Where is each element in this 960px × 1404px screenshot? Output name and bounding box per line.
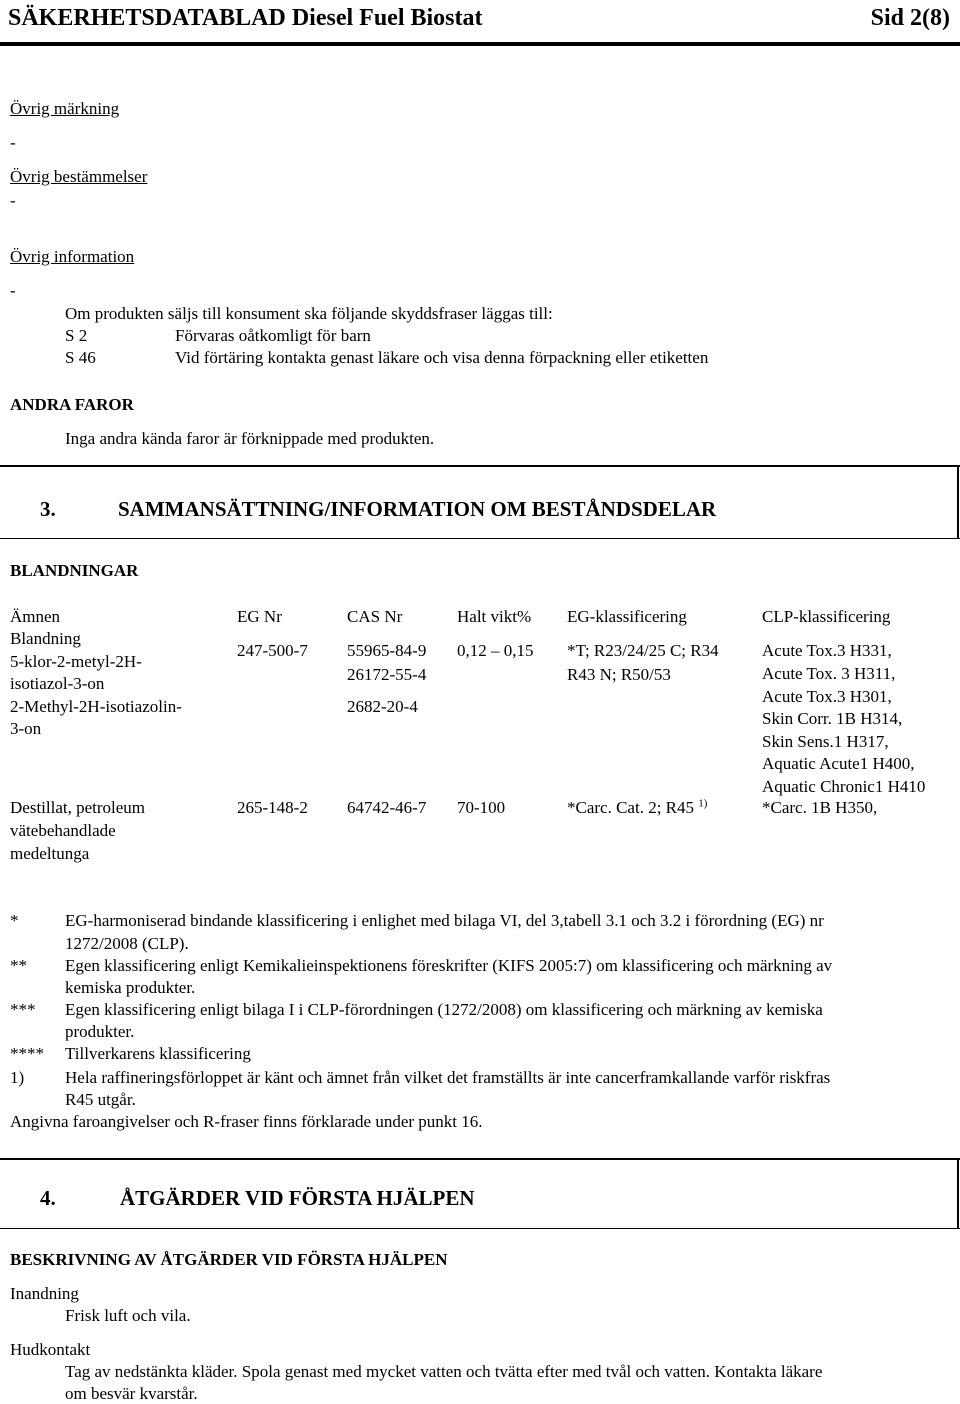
clp-classification: Aquatic Chronic1 H410 [762, 777, 926, 796]
skin-contact-text: Tag av nedstänkta kläder. Spola genast med mycket vatten och tvätta efter med tvål och vatten. Kontakta läkare [65, 1362, 823, 1381]
document-title: SÄKERHETSDATABLAD Diesel Fuel Biostat [8, 5, 483, 31]
column-header: EG-klassificering [567, 607, 687, 626]
substance-name: isotiazol-3-on [10, 674, 105, 693]
column-header: CAS Nr [347, 607, 403, 626]
footnote-text: produkter. [65, 1022, 135, 1041]
cas-number: 2682-20-4 [347, 697, 418, 716]
cas-number: 64742-46-7 [347, 798, 427, 817]
concentration: 0,12 – 0,15 [457, 641, 534, 660]
eg-number: 265-148-2 [237, 798, 308, 817]
clp-classification: Skin Sens.1 H317, [762, 732, 889, 751]
column-header: Ämnen [10, 607, 61, 626]
footnote-mark: *** [10, 1000, 36, 1019]
other-info-label: Övrig information [10, 247, 135, 266]
footnote-text: Tillverkarens klassificering [65, 1044, 251, 1063]
eg-number: 247-500-7 [237, 641, 308, 660]
footnote-mark: **** [10, 1044, 44, 1063]
inhalation-text: Frisk luft och vila. [65, 1306, 191, 1325]
page-number: Sid 2(8) [870, 5, 950, 31]
phrase-code: S 46 [65, 348, 96, 367]
section4-right-border [957, 1158, 959, 1229]
section3-top-rule [0, 465, 960, 467]
footnote-text: Hela raffineringsförloppet är känt och ämnet från vilket det framställts är inte cancerframkallande varför riskfras [65, 1068, 831, 1087]
hazard-note: Angivna faroangivelser och R-fraser finns förklarade under punkt 16. [10, 1112, 483, 1131]
cas-number: 26172-55-4 [347, 665, 427, 684]
section3-number: 3. [40, 497, 56, 521]
phrase-text: Förvaras oåtkomligt för barn [175, 326, 371, 345]
substance-name: Destillat, petroleum [10, 798, 146, 817]
column-header: CLP-klassificering [762, 607, 891, 626]
other-marking-label: Övrig märkning [10, 99, 120, 118]
skin-contact-label: Hudkontakt [10, 1340, 91, 1359]
other-info-value: - [10, 281, 16, 300]
footnote-ref: 1) [698, 797, 708, 810]
eg-classification [567, 797, 707, 818]
column-header: EG Nr [237, 607, 282, 626]
other-hazards-heading: ANDRA FAROR [10, 395, 134, 414]
other-rules-label: Övrig bestämmelser [10, 167, 148, 186]
clp-classification: Acute Tox.3 H301, [762, 687, 892, 706]
header-rule [0, 42, 960, 46]
phrase-text: Vid förtäring kontakta genast läkare och visa denna förpackning eller etiketten [175, 348, 709, 367]
footnote-text: kemiska produkter. [65, 978, 196, 997]
eg-classification: *T; R23/24/25 C; R34 [567, 641, 719, 660]
footnote-mark: * [10, 911, 19, 930]
other-rules-value: - [10, 191, 16, 210]
footnote-text: Egen klassificering enligt Kemikalieinspektionens föreskrifter (KIFS 2005:7) om klassificering och märkning av [65, 956, 833, 975]
eg-classification-text: *Carc. Cat. 2; R45 [567, 798, 695, 817]
eg-classification: R43 N; R50/53 [567, 665, 671, 684]
substance-name: vätebehandlade [10, 821, 116, 840]
substance-name: medeltunga [10, 844, 90, 863]
section4-bottom-rule [0, 1228, 960, 1229]
skin-contact-text: om besvär kvarstår. [65, 1384, 198, 1403]
substance-name: Blandning [10, 629, 81, 648]
clp-classification: Acute Tox.3 H331, [762, 641, 892, 660]
section4-top-rule [0, 1158, 960, 1160]
consumer-intro: Om produkten säljs till konsument ska följande skyddsfraser läggas till: [65, 304, 553, 323]
section3-right-border [957, 465, 959, 539]
footnote-mark: 1) [10, 1068, 25, 1087]
section4-number: 4. [40, 1186, 56, 1210]
first-aid-heading: BESKRIVNING AV ÅTGÄRDER VID FÖRSTA HJÄLPEN [10, 1250, 448, 1269]
other-hazards-text: Inga andra kända faror är förknippade med produkten. [65, 429, 435, 448]
clp-classification: Aquatic Acute1 H400, [762, 754, 915, 773]
section4-title: ÅTGÄRDER VID FÖRSTA HJÄLPEN [120, 1186, 475, 1210]
substance-name: 2-Methyl-2H-isotiazolin- [10, 697, 182, 716]
substance-name: 3-on [10, 719, 42, 738]
footnote-text: Egen klassificering enligt bilaga I i CLP-förordningen (1272/2008) om klassificering och märkning av kemiska [65, 1000, 823, 1019]
section3-bottom-rule [0, 538, 960, 539]
footnote-mark: ** [10, 956, 27, 975]
concentration: 70-100 [457, 798, 506, 817]
clp-classification: *Carc. 1B H350, [762, 798, 878, 817]
mixtures-heading: BLANDNINGAR [10, 561, 139, 580]
section3-title: SAMMANSÄTTNING/INFORMATION OM BESTÅNDSDELAR [118, 497, 717, 521]
cas-number: 55965-84-9 [347, 641, 427, 660]
other-marking-value: - [10, 133, 16, 152]
footnote-text: EG-harmoniserad bindande klassificering i enlighet med bilaga VI, del 3,tabell 3.1 och 3.2 i förordning (EG) nr [65, 911, 824, 930]
column-header: Halt vikt% [457, 607, 532, 626]
inhalation-label: Inandning [10, 1284, 79, 1303]
clp-classification: Acute Tox. 3 H311, [762, 664, 896, 683]
substance-name: 5-klor-2-metyl-2H- [10, 652, 142, 671]
footnote-text: R45 utgår. [65, 1090, 136, 1109]
phrase-code: S 2 [65, 326, 88, 345]
clp-classification: Skin Corr. 1B H314, [762, 709, 903, 728]
footnote-text: 1272/2008 (CLP). [65, 934, 189, 953]
